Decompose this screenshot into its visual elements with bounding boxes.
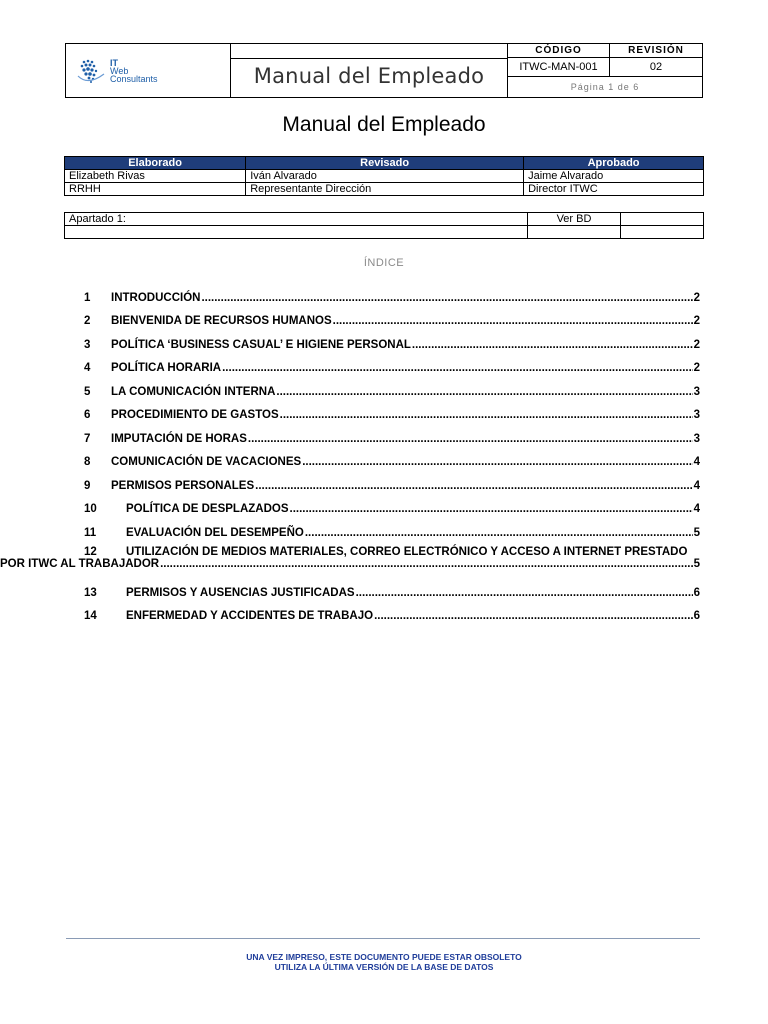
logo-line-3: Consultants <box>110 73 158 84</box>
toc-number: 11 <box>84 526 97 539</box>
toc-title: UTILIZACIÓN DE MEDIOS MATERIALES, CORREO ELECTRÓNICO Y ACCESO A INTERNET PRESTADO <box>126 545 688 558</box>
section-table <box>64 212 704 239</box>
table-row <box>65 213 704 226</box>
toc-number: 3 <box>84 338 91 351</box>
toc-leader <box>255 480 692 492</box>
toc-number: 2 <box>84 315 91 327</box>
toc-leader <box>356 587 693 599</box>
toc-leader <box>222 362 692 374</box>
toc-number: 1 <box>84 291 91 304</box>
toc-leader <box>302 456 692 468</box>
revision-value: 02 <box>610 58 702 77</box>
table-cell: Elizabeth Rivas <box>65 170 246 183</box>
toc-page: 6 <box>693 586 700 599</box>
toc-title: PERMISOS PERSONALES <box>111 479 255 492</box>
toc-title: PERMISOS Y AUSENCIAS JUSTIFICADAS <box>126 586 355 599</box>
toc-number: 9 <box>84 479 91 492</box>
toc-page: 2 <box>693 291 700 304</box>
toc-leader <box>374 610 693 622</box>
toc-page: 4 <box>693 456 700 468</box>
toc-leader <box>276 386 692 398</box>
toc-title: POLÍTICA DE DESPLAZADOS <box>126 503 289 515</box>
toc-entry[interactable] <box>84 280 700 304</box>
logo-text <box>110 59 158 83</box>
table-cell: Jaime Alvarado <box>524 170 704 183</box>
toc-number: 13 <box>84 586 97 599</box>
toc-number: 6 <box>84 409 91 421</box>
toc-page: 4 <box>693 479 700 492</box>
toc-page: 5 <box>693 557 700 570</box>
toc-entry[interactable] <box>84 374 700 398</box>
revision-label: REVISIÓN <box>610 44 702 58</box>
table-row <box>65 170 704 183</box>
toc-title: POLÍTICA HORARIA <box>111 362 222 374</box>
toc-number: 12 <box>84 545 97 558</box>
toc-page: 3 <box>693 409 700 421</box>
toc-line-2 <box>0 558 700 570</box>
toc-entry[interactable] <box>84 304 700 328</box>
toc-title: INTRODUCCIÓN <box>111 291 201 304</box>
codigo-label: CÓDIGO <box>508 44 610 58</box>
table-cell: Iván Alvarado <box>246 170 524 183</box>
toc-title: ENFERMEDAD Y ACCIDENTES DE TRABAJO <box>126 610 374 622</box>
toc-title: LA COMUNICACIÓN INTERNA <box>111 385 276 398</box>
toc-page: 2 <box>693 315 700 327</box>
header-revisado: Revisado <box>246 157 524 170</box>
toc-entry[interactable] <box>84 599 700 623</box>
toc-title: BIENVENIDA DE RECURSOS HUMANOS <box>111 315 332 327</box>
page-indicator: Página 1 de 6 <box>570 82 640 92</box>
globe-icon <box>74 56 108 86</box>
header-divider <box>231 44 507 59</box>
header-elaborado: Elaborado <box>65 157 246 170</box>
toc-title: PROCEDIMIENTO DE GASTOS <box>111 409 279 421</box>
toc-leader <box>280 409 693 421</box>
toc-number: 10 <box>84 503 97 515</box>
toc-title: COMUNICACIÓN DE VACACIONES <box>111 456 302 468</box>
footer-divider <box>66 938 700 939</box>
toc-page: 2 <box>693 338 700 351</box>
toc-leader <box>160 558 693 570</box>
codigo-value: ITWC-MAN-001 <box>508 58 610 77</box>
table-row <box>65 226 704 239</box>
toc-entry[interactable] <box>84 327 700 351</box>
toc-entry[interactable] <box>84 468 700 492</box>
toc-number: 14 <box>84 610 97 622</box>
toc-entry[interactable] <box>84 492 700 516</box>
header-title-cell <box>231 44 508 97</box>
toc-leader <box>305 527 693 539</box>
toc-leader <box>333 315 693 327</box>
header-aprobado: Aprobado <box>524 157 704 170</box>
table-row <box>65 183 704 196</box>
table-cell <box>65 226 528 239</box>
header-meta <box>508 44 702 97</box>
document-header <box>65 43 703 98</box>
document-title: Manual del Empleado <box>282 113 486 136</box>
toc-line-1 <box>84 539 700 558</box>
toc-page: 4 <box>693 503 700 515</box>
table-cell: RRHH <box>65 183 246 196</box>
company-logo <box>74 56 158 86</box>
document-footer <box>0 952 768 972</box>
toc-entry[interactable] <box>84 515 700 539</box>
toc-leader <box>248 433 693 445</box>
toc-number: 5 <box>84 385 91 398</box>
footer-line-2: UTILIZA LA ÚLTIMA VERSIÓN DE LA BASE DE DATOS <box>274 962 494 972</box>
table-of-contents <box>0 280 700 622</box>
footer-line-1: UNA VEZ IMPRESO, ESTE DOCUMENTO PUEDE ESTAR OBSOLETO <box>246 952 522 962</box>
approvals-header-row <box>65 157 704 170</box>
toc-entry[interactable] <box>84 351 700 375</box>
table-cell <box>621 226 704 239</box>
table-cell <box>621 213 704 226</box>
logo-cell <box>66 44 231 97</box>
toc-entry[interactable] <box>84 421 700 445</box>
toc-leader <box>290 503 693 515</box>
toc-title: POLÍTICA ‘BUSINESS CASUAL’ E HIGIENE PERSONAL <box>111 338 411 351</box>
toc-entry[interactable] <box>84 445 700 469</box>
toc-entry[interactable] <box>84 575 700 599</box>
toc-title: IMPUTACIÓN DE HORAS <box>111 432 247 445</box>
toc-page: 3 <box>693 385 700 398</box>
toc-page: 3 <box>693 432 700 445</box>
toc-title: EVALUACIÓN DEL DESEMPEÑO <box>126 526 304 539</box>
table-cell <box>528 226 621 239</box>
toc-page: 2 <box>693 362 700 374</box>
toc-title-continued: POR ITWC AL TRABAJADOR <box>0 557 160 570</box>
toc-entry[interactable] <box>84 398 700 422</box>
ver-bd-label: Ver BD <box>528 213 621 226</box>
approvals-table <box>64 156 704 196</box>
toc-entry[interactable] <box>0 539 700 575</box>
toc-number: 7 <box>84 432 91 445</box>
logo-line-1: IT <box>110 57 118 68</box>
toc-number: 8 <box>84 456 91 468</box>
toc-leader <box>412 339 693 351</box>
toc-page: 5 <box>693 526 700 539</box>
logo-line-2: Web <box>110 65 129 76</box>
header-title: Manual del Empleado <box>253 64 485 88</box>
apartado-label: Apartado 1: <box>65 213 528 226</box>
table-cell: Director ITWC <box>524 183 704 196</box>
toc-number: 4 <box>84 362 91 374</box>
toc-page: 6 <box>693 610 700 622</box>
toc-leader <box>201 292 692 304</box>
index-title: ÍNDICE <box>363 257 405 269</box>
table-cell: Representante Dirección <box>246 183 524 196</box>
